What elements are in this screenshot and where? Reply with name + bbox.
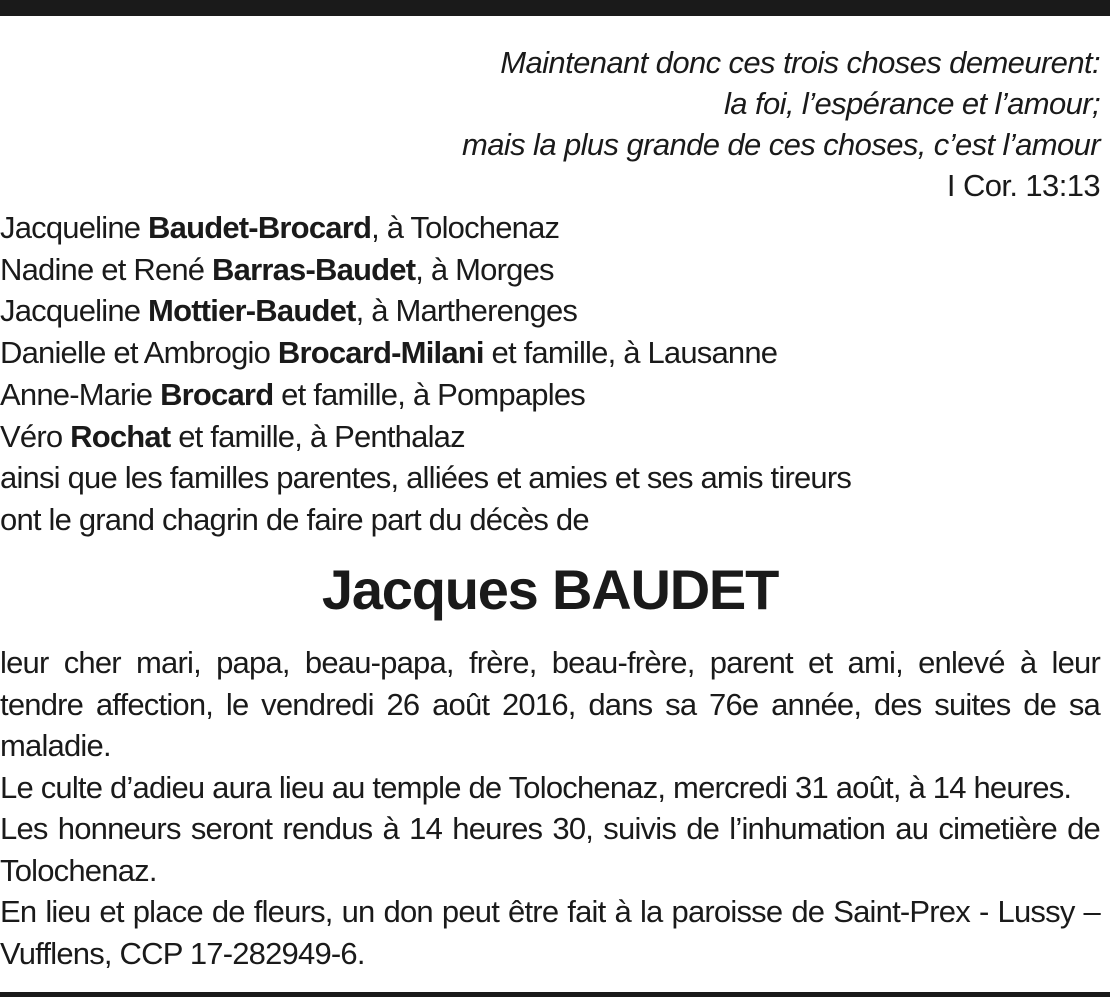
- family-entry: [0, 416, 851, 458]
- closing-line: ont le grand chagrin de faire part du décès de: [0, 501, 589, 537]
- family-first-names: Danielle et Ambrogio: [0, 335, 278, 371]
- family-location: , à Morges: [415, 251, 554, 287]
- family-entry: [0, 290, 851, 332]
- family-location: , à Martherenges: [355, 293, 578, 329]
- family-entry: [0, 374, 851, 416]
- closing-line: ainsi que les familles parentes, alliées et amies et ses amis tireurs: [0, 460, 852, 496]
- family-location: , à Tolochenaz: [371, 210, 560, 245]
- verse-reference: I Cor. 13:13: [946, 168, 1100, 203]
- family-entry: [0, 207, 851, 249]
- obituary-body: [0, 642, 1100, 974]
- family-first-names: Nadine et René: [0, 251, 213, 287]
- verse-line: la foi, l’espérance et l’amour;: [724, 86, 1100, 121]
- verse-line: Maintenant donc ces trois choses demeurent:: [500, 45, 1100, 80]
- bottom-border-rule: [0, 992, 1110, 997]
- paragraph-donation: En lieu et place de fleurs, un don peut être fait à la paroisse de Saint-Prex - Lussy – Vufflens, CCP 17-282949-6.: [0, 894, 1100, 971]
- family-location: et famille, à Penthalaz: [170, 418, 465, 454]
- paragraph-tribute: leur cher mari, papa, beau-papa, frère, beau-frère, parent et ami, enlevé à leur tendre affection, le vendredi 26 août 2016, dans sa 76e année, des suites de sa maladie.: [0, 645, 1100, 763]
- family-entry: [0, 332, 851, 374]
- deceased-name: Jacques BAUDET: [321, 558, 779, 621]
- verse-line: mais la plus grande de ces choses, c’est l’amour: [461, 127, 1100, 162]
- family-first-names: Jacqueline: [0, 293, 149, 329]
- family-location: et famille, à Pompaples: [273, 376, 585, 412]
- family-first-names: Jacqueline: [0, 210, 149, 245]
- top-border-rule: [0, 0, 1110, 16]
- paragraph-service: Le culte d’adieu aura lieu au temple de Tolochenaz, mercredi 31 août, à 14 heures.: [0, 769, 1072, 805]
- family-entry: [0, 249, 851, 291]
- family-location: et famille, à Lausanne: [483, 335, 778, 371]
- family-surname: Barras-Baudet: [212, 251, 416, 287]
- family-surname: Brocard-Milani: [277, 335, 484, 371]
- family-surname: Baudet-Brocard: [148, 210, 372, 245]
- paragraph-burial: Les honneurs seront rendus à 14 heures 30, suivis de l’inhumation au cimetière de Tolochenaz.: [0, 811, 1100, 888]
- family-surname: Brocard: [160, 376, 274, 412]
- family-surname: Rochat: [70, 418, 171, 454]
- family-first-names: Véro: [0, 418, 71, 454]
- bible-verse: [462, 42, 1100, 206]
- family-surname: Mottier-Baudet: [148, 293, 356, 329]
- family-first-names: Anne-Marie: [0, 376, 161, 412]
- family-list: [0, 207, 851, 541]
